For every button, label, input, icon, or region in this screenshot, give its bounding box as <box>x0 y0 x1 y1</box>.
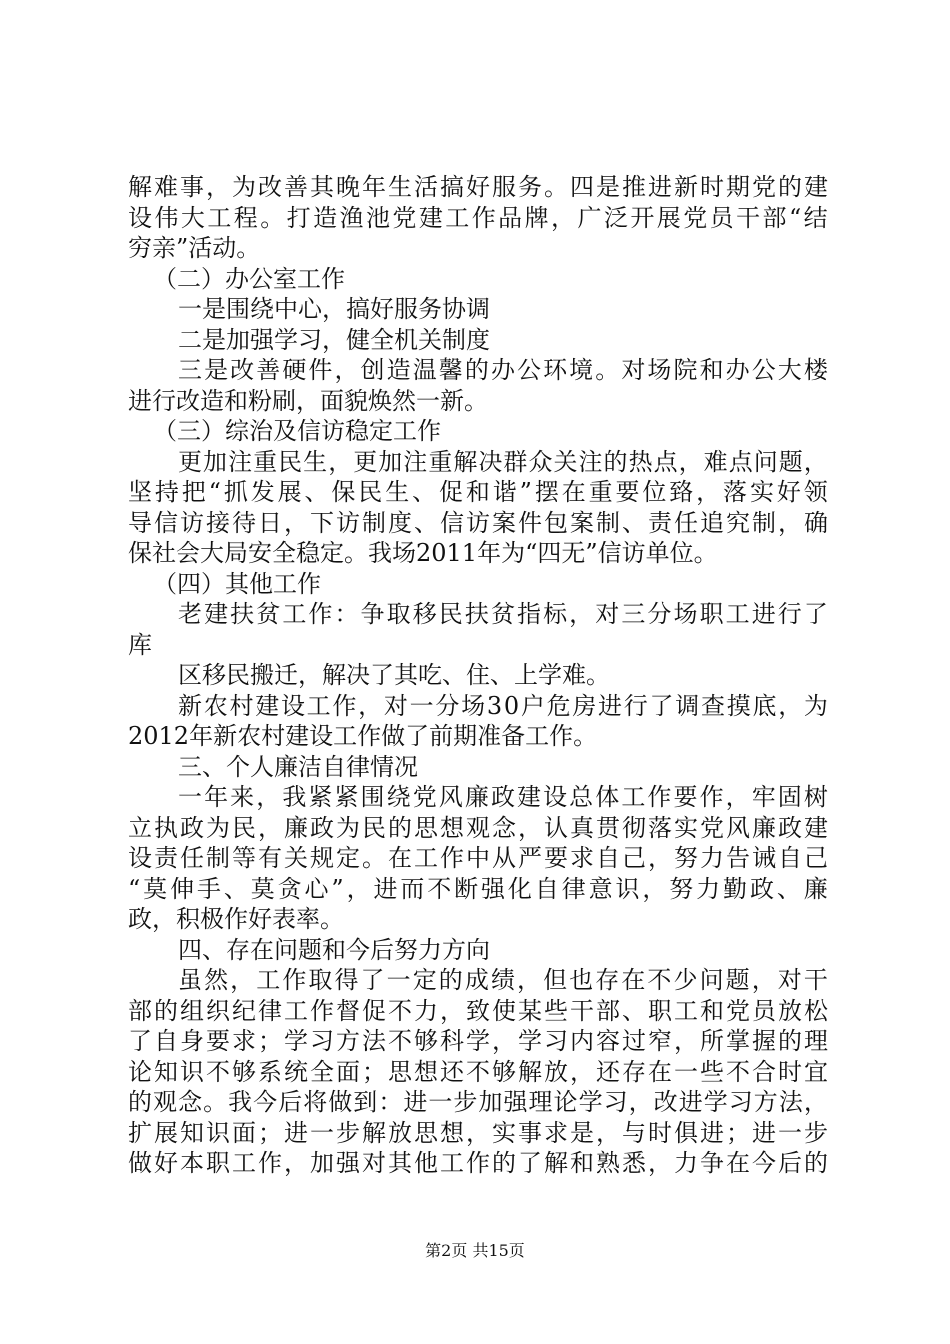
text-line: 的 观 念 。 我 今 后 将 做 到 ： 进 一 步 加 强 理 论 学 习 ， 改 进 学 习 方 法 ， <box>128 1088 828 1116</box>
page-footer: 第2页 共15页 <box>425 1241 525 1260</box>
text-line: 库 <box>128 630 152 659</box>
text-line: 2012年新农村建设工作做了前期准备工作。 <box>128 722 598 750</box>
text-line: 三、个人廉洁自律情况 <box>178 752 418 781</box>
text-line: 虽 然 ， 工 作 取 得 了 一 定 的 成 绩 ， 但 也 存 在 不 少 问 题 ， 对 干 <box>178 966 828 994</box>
text-line: 设 伟 大 工 程 。 打 造 渔 池 党 建 工 作 品 牌 ， 广 泛 开 展 党 员 干 部 “ 结 <box>128 203 828 232</box>
text-line: 政，积极作好表率。 <box>128 905 344 933</box>
document-body <box>128 172 828 1179</box>
text-line: 新 农 村 建 设 工 作 ， 对 一 分 场 3 0 户 危 房 进 行 了 调 查 摸 底 ， 为 <box>178 691 828 720</box>
text-line: 部 的 组 织 纪 律 工 作 督 促 不 力 ， 致 使 某 些 干 部 、 职 工 和 党 员 放 松 <box>128 996 828 1025</box>
text-line: 三 是 改 善 硬 件 ， 创 造 温 馨 的 办 公 环 境 。 对 场 院 和 办 公 大 楼 <box>178 356 828 384</box>
text-line: 设 责 任 制 等 有 关 规 定 。 在 工 作 中 从 严 要 求 自 己 ， 努 力 告 诫 自 己 <box>128 844 828 872</box>
text-line: 进行改造和粉刷，面貌焕然一新。 <box>128 386 488 415</box>
text-line: 了 自 身 要 求 ； 学 习 方 法 不 够 科 学 ， 学 习 内 容 过 窄 ， 所 掌 握 的 理 <box>128 1027 828 1055</box>
text-line: 老 建 扶 贫 工 作 ： 争 取 移 民 扶 贫 指 标 ， 对 三 分 场 职 工 进 行 了 <box>178 600 828 628</box>
text-line: （二）办公室工作 <box>153 264 345 293</box>
text-line: 区移民搬迁，解决了其吃、住、上学难。 <box>178 661 610 689</box>
text-line: （四）其他工作 <box>153 569 321 598</box>
text-line: 导 信 访 接 待 日 ， 下 访 制 度 、 信 访 案 件 包 案 制 、 责 任 追 究 制 ， 确 <box>128 508 828 537</box>
text-line: （三）综治及信访稳定工作 <box>153 417 441 445</box>
text-line: 更 加 注 重 民 生 ， 更 加 注 重 解 决 群 众 关 注 的 热 点 ， 难 点 问 题 ， <box>178 447 828 476</box>
text-line: 扩 展 知 识 面 ； 进 一 步 解 放 思 想 ， 实 事 求 是 ， 与 时 俱 进 ； 进 一 步 <box>128 1118 828 1147</box>
text-line: 一 年 来 ， 我 紧 紧 围 绕 党 风 廉 政 建 设 总 体 工 作 要 作 ， 牢 固 树 <box>178 783 828 811</box>
text-line: 二是加强学习，健全机关制度 <box>178 325 490 354</box>
text-line: 一是围绕中心，搞好服务协调 <box>178 295 490 323</box>
text-line: 保社会大局安全稳定。我场2011年为“四无”信访单位。 <box>128 539 718 567</box>
text-line: 四、存在问题和今后努力方向 <box>178 935 490 964</box>
text-line: 做 好 本 职 工 作 ， 加 强 对 其 他 工 作 的 了 解 和 熟 悉 ， 力 争 在 今 后 的 <box>128 1149 828 1177</box>
text-line: 立 执 政 为 民 ， 廉 政 为 民 的 思 想 观 念 ， 认 真 贯 彻 落 实 党 风 廉 政 建 <box>128 813 828 842</box>
text-line: 论 知 识 不 够 系 统 全 面 ； 思 想 还 不 够 解 放 ， 还 存 在 一 些 不 合 时 宜 <box>128 1057 828 1086</box>
text-line: “ 莫 伸 手 、 莫 贪 心 ” ， 进 而 不 断 强 化 自 律 意 识 ， 努 力 勤 政 、 廉 <box>128 874 828 903</box>
text-line: 坚 持 把 “ 抓 发 展 、 保 民 生 、 促 和 谐 ” 摆 在 重 要 位 臵 ， 落 实 好 领 <box>128 478 828 506</box>
text-line: 解 难 事 ， 为 改 善 其 晚 年 生 活 搞 好 服 务 。 四 是 推 进 新 时 期 党 的 建 <box>128 173 828 201</box>
text-line: 穷亲”活动。 <box>128 234 261 262</box>
